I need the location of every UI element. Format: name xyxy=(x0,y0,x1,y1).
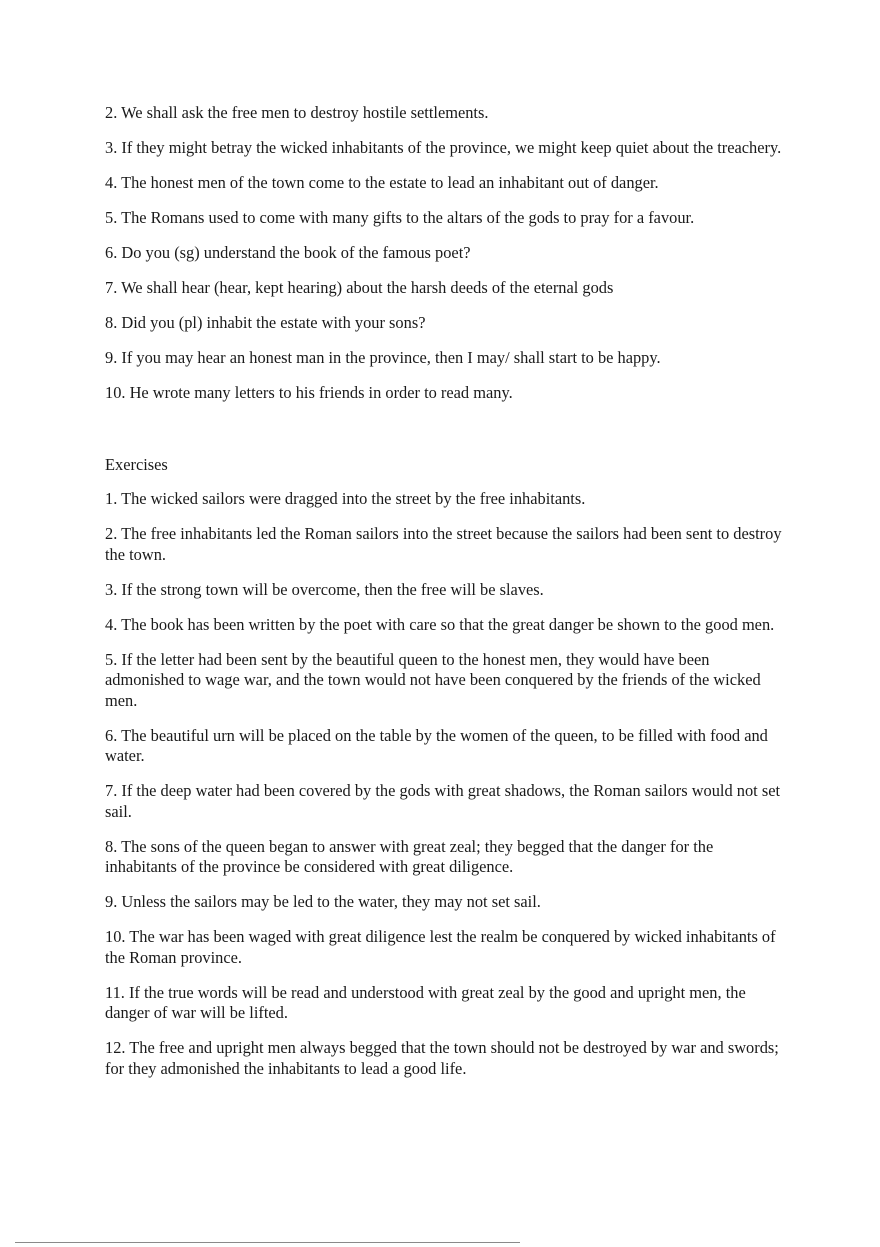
exercise-item: 3. If the strong town will be overcome, then the free will be slaves. xyxy=(105,579,544,599)
sentence-list-translations xyxy=(105,103,785,404)
exercise-item: 7. If the deep water had been covered by the gods with great shadows, the Roman sailors would not set sail. xyxy=(105,781,781,821)
exercise-item: 2. The free inhabitants led the Roman sailors into the street because the sailors had been sent to destroy the town. xyxy=(105,524,782,564)
exercise-item: 1. The wicked sailors were dragged into the street by the free inhabitants. xyxy=(105,489,586,508)
sentence-item: 3. If they might betray the wicked inhabitants of the province, we might keep quiet about the treachery. xyxy=(105,138,782,157)
sentence-item: 5. The Romans used to come with many gifts to the altars of the gods to pray for a favour. xyxy=(105,208,695,227)
sentence-item: 8. Did you (pl) inhabit the estate with your sons? xyxy=(105,313,426,332)
section-spacer xyxy=(105,418,785,455)
document-page xyxy=(105,103,785,1094)
exercise-item: 8. The sons of the queen began to answer with great zeal; they begged that the danger for the inhabitants of the province be considered with great diligence. xyxy=(105,836,714,876)
sentence-item: 4. The honest men of the town come to the estate to lead an inhabitant out of danger. xyxy=(105,173,659,192)
exercise-item: 12. The free and upright men always begged that the town should not be destroyed by war and swords; for they admonished the inhabitants to lead a good life. xyxy=(105,1038,779,1078)
sentence-item: 10. He wrote many letters to his friends in order to read many. xyxy=(105,383,513,402)
sentence-item: 6. Do you (sg) understand the book of the famous poet? xyxy=(105,243,471,262)
exercise-item: 5. If the letter had been sent by the beautiful queen to the honest men, they would have been admonished to wage war, and the town would not have been conquered by the friends of the wicked men. xyxy=(105,649,761,710)
exercise-item: 11. If the true words will be read and understood with great zeal by the good and upright men, the danger of war will be lifted. xyxy=(105,982,746,1022)
sentence-item: 2. We shall ask the free men to destroy hostile settlements. xyxy=(105,103,489,122)
exercises-section xyxy=(105,455,785,1079)
sentence-item: 9. If you may hear an honest man in the province, then I may/ shall start to be happy. xyxy=(105,348,661,367)
section-heading: Exercises xyxy=(105,455,168,474)
exercise-item: 4. The book has been written by the poet with care so that the great danger be shown to the good men. xyxy=(105,614,775,634)
exercise-item: 9. Unless the sailors may be led to the water, they may not set sail. xyxy=(105,892,541,911)
exercise-item: 6. The beautiful urn will be placed on the table by the women of the queen, to be filled with food and water. xyxy=(105,725,768,765)
sentence-item: 7. We shall hear (hear, kept hearing) about the harsh deeds of the eternal gods xyxy=(105,278,614,297)
footer-rule xyxy=(15,1242,520,1243)
exercise-item: 10. The war has been waged with great diligence lest the realm be conquered by wicked inhabitants of the Roman province. xyxy=(105,927,776,967)
